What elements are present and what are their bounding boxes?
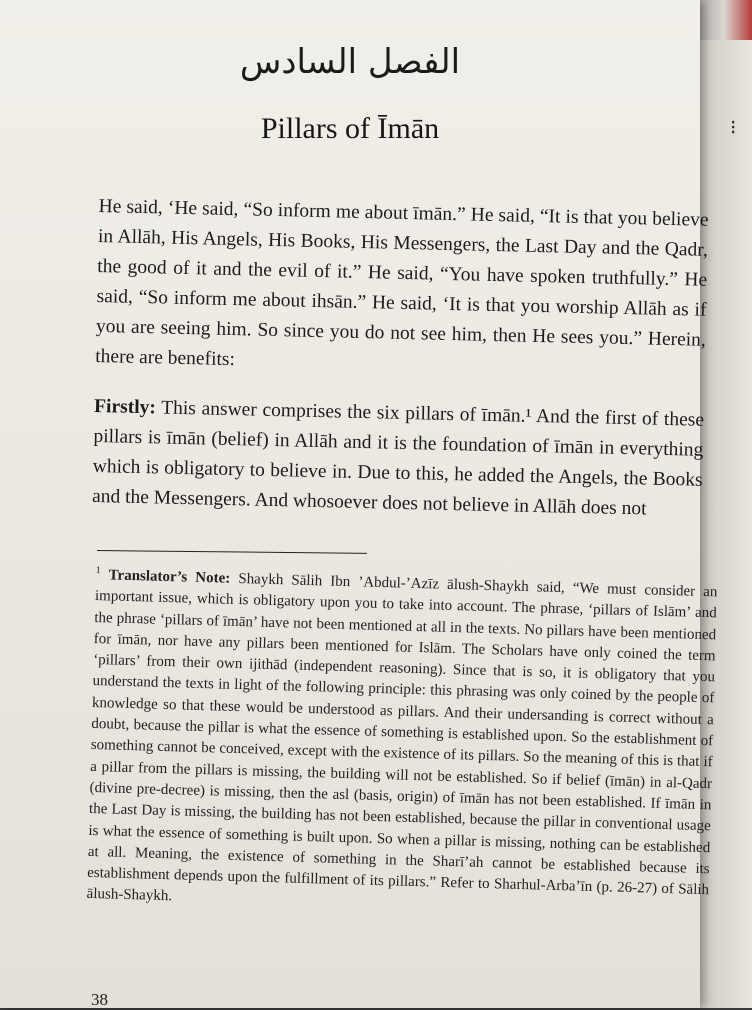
firstly-text: This answer comprises the six pillars of īmān.¹ And the first of these pillars is īmān (belief) in Allāh and it is the foundation of īmān in everything which is obligatory to believe in. Due to this, he added the Angels, the Books and the Messengers. And whosoever does not believe in Allāh does not <box>91 397 705 520</box>
adjacent-page-edge-mark: ⁝ <box>730 117 737 139</box>
main-text <box>91 192 709 546</box>
page-number: 38 <box>91 990 108 1009</box>
footnote-divider <box>97 550 367 554</box>
firstly-label: Firstly: <box>93 395 157 419</box>
footnote-text: Shaykh Sālih Ibn ’Abdul-’Azīz ālush-Shaykh said, “We must consider an important issue, which is obligatory upon you to take into account. The phrase, ‘pillars of Islām’ and the phrase ‘pillars of īmān’ have not been mentioned at all in the texts. No pillars have been mentioned for īmān, nor have any pillars been mentioned for Islām. The Scholars have only coined the term ‘pillars’ from their own ijithād (independent reasoning). Since that is so, it is obligatory that you understand the texts in light of the following principle: this phrasing was only coined by the people of knowledge so that these would be understood as pillars. And their undersanding is correct without a doubt, because the pillar is what the essence of something is established upon. So the establishment of something cannot be conceived, except with the existence of its pillars. So the meaning of this is that if a pillar from the pillars is missing, the building will not be established. So if belief (īmān) in al-Qadr (divine pre-decree) is missing, then the asl (basis, origin) of īmān has not been established. If īmān in the Last Day is missing, the building has not been established, because the pillar in conventional usage is what the essence of something is built upon. So when a pillar is missing, nothing can be established at all. Meaning, the existence of something in the Sharī’ah cannot be established because its establishment depends upon the fulfillment of its pillars.” Refer to Sharhul-Arba’īn (p. 26-27) of Sālih ālush-Shaykh. <box>86 570 718 905</box>
footnote <box>86 560 717 923</box>
footnote-number: 1 <box>95 564 101 577</box>
arabic-chapter-heading: الفصل السادس <box>239 42 461 82</box>
footnote-label: Translator’s Note: <box>108 567 231 587</box>
chapter-title: Pillars of Īmān <box>260 112 440 145</box>
paragraph-hadith: He said, ‘He said, “So inform me about īmān.” He said, “It is that you believe in Allāh, His Angels, His Books, His Messengers, the Last Day and the Qadr, the good of it and the evil of it.” He said, “You have spoken truthfully.” He said, “So inform me about ihsān.” He said, ‘It is that you worship Allāh as if you are seeing him. So since you do not see him, then He sees you.” Herein, there are benefits: <box>95 195 709 371</box>
paragraph-firstly <box>92 392 705 526</box>
